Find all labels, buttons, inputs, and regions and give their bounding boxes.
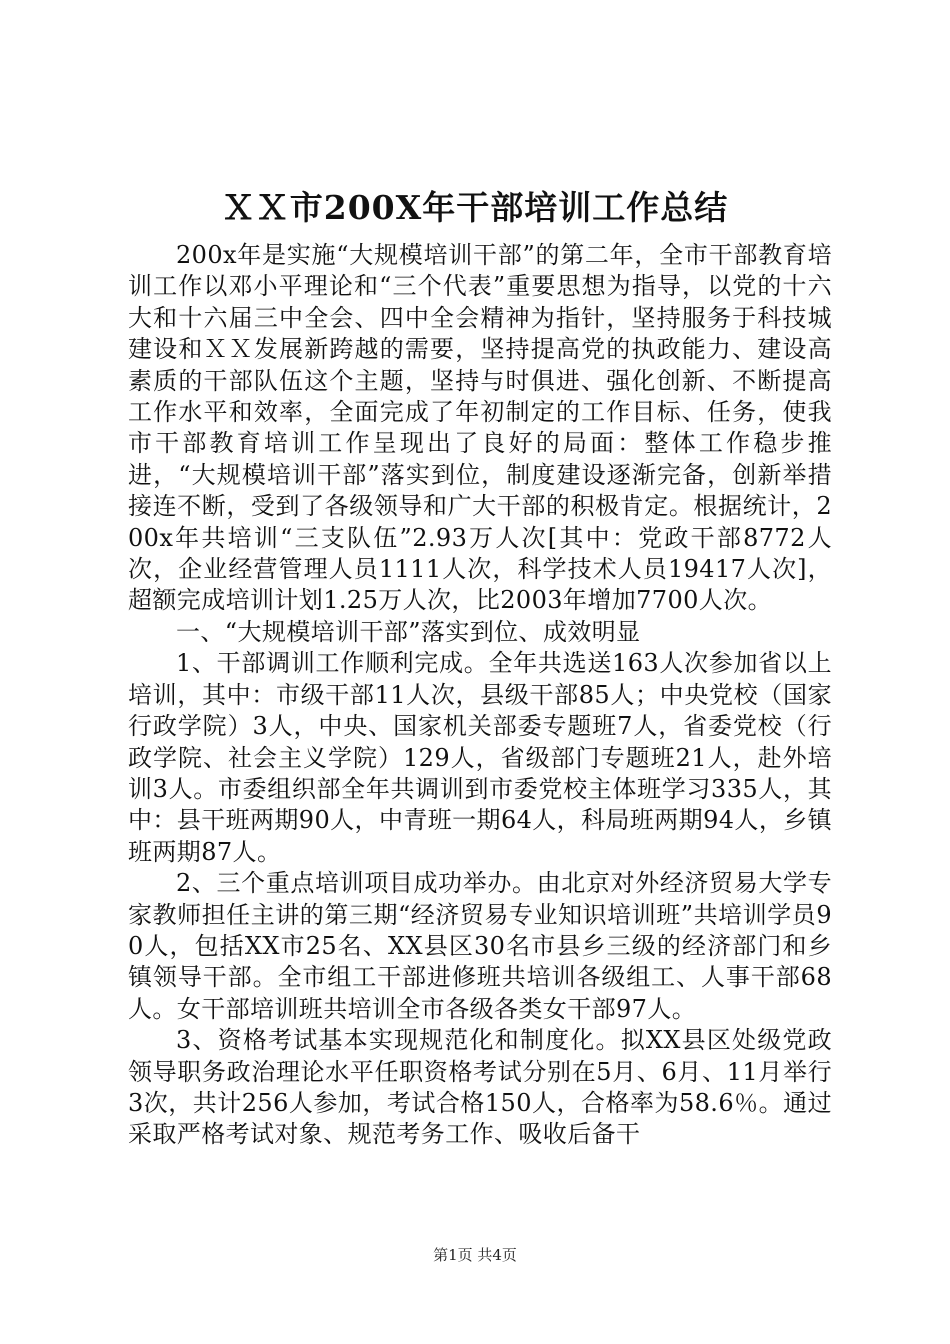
paragraph-item-2: 2、三个重点培训项目成功举办。由北京对外经济贸易大学专家教师担任主讲的第三期“经济贸易专业知识培训班”共培训学员90人，包括XX市25名、XX县区30名市县乡三级的经济部门和乡镇领导干部。全市组工干部进修班共培训各级组工、人事干部68人。女干部培训班共培训全市各级各类女干部97人。 <box>128 869 832 1023</box>
paragraph-item-1: 1、干部调训工作顺利完成。全年共选送163人次参加省以上培训，其中：市级干部11人次，县级干部85人；中央党校（国家行政学院）3人，中央、国家机关部委专题班7人，省委党校（行政学院、社会主义学院）129人，省级部门专题班21人，赴外培训3人。市委组织部全年共调训到市委党校主体班学习335人，其中：县干班两期90人，中青班一期64人，科局班两期94人，乡镇班两期87人。 <box>128 649 833 866</box>
paragraph-intro: 200x年是实施“大规模培训干部”的第二年，全市干部教育培训工作以邓小平理论和“三个代表”重要思想为指导，以党的十六大和十六届三中全会、四中全会精神为指针，坚持服务于科技城建设和ＸＸ发展新跨越的需要，坚持提高党的执政能力、建设高素质的干部队伍这个主题，坚持与时俱进、强化创新、不断提高工作水平和效率，全面完成了年初制定的工作目标、任务，使我市干部教育培训工作呈现出了良好的局面：整体工作稳步推进，“大规模培训干部”落实到位，制度建设逐渐完备，创新举措接连不断，受到了各级领导和广大干部的积极肯定。根据统计，200x年共培训“三支队伍”2.93万人次[其中：党政干部8772人次，企业经营管理人员1111人次，科学技术人员19417人次]，超额完成培训计划1.25万人次，比2003年增加7700人次。 <box>128 241 832 615</box>
document-title: ＸＸ市200X年干部培训工作总结 <box>221 188 729 227</box>
document-body <box>128 240 832 1151</box>
section-heading-1: 一、“大规模培训干部”落实到位、成效明显 <box>176 617 641 646</box>
page-number-footer: 第1页 共4页 <box>433 1246 517 1264</box>
paragraph-item-3: 3、资格考试基本实现规范化和制度化。拟XX县区处级党政领导职务政治理论水平任职资格考试分别在5月、6月、11月举行3次，共计256人参加，考试合格150人，合格率为58.6％。通过采取严格考试对象、规范考务工作、吸收后备干 <box>128 1026 832 1149</box>
